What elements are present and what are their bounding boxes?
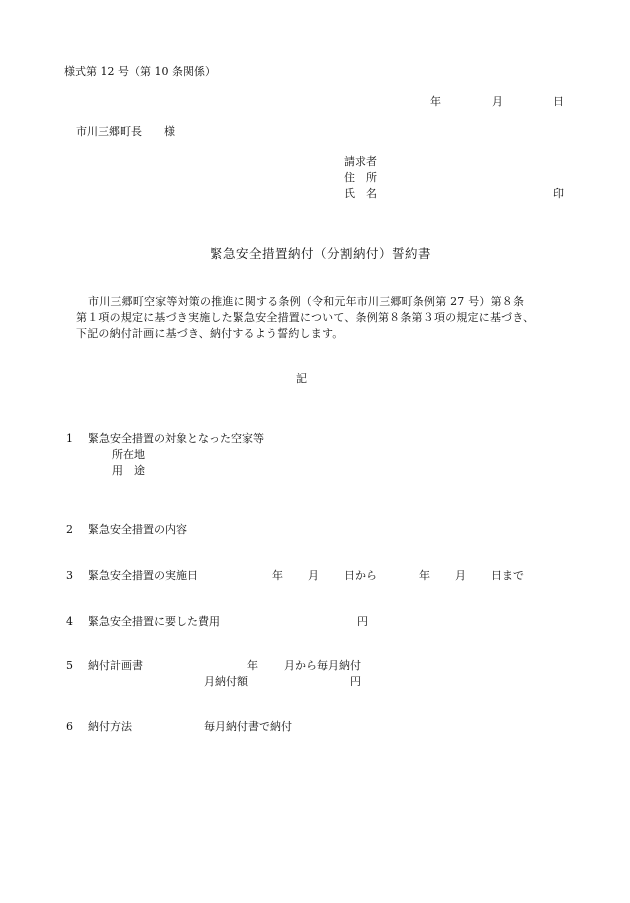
item-3-number: 3 (66, 569, 73, 582)
item-1-label: 緊急安全措置の対象となった空家等 (88, 432, 264, 445)
item-6-number: 6 (66, 720, 73, 733)
item-1-use-label: 用 途 (112, 464, 145, 477)
body-line-2: 第１項の規定に基づき実施した緊急安全措置について、条例第８条第３項の規定に基づき、 (76, 311, 535, 324)
item-3-until-label: 日まで (491, 569, 524, 582)
requester-address-label: 住 所 (344, 171, 377, 184)
item-5-amount-label: 月納付額 (204, 675, 248, 688)
requester-name-label: 氏 名 (344, 187, 377, 200)
item-5-number: 5 (66, 659, 73, 672)
item-6-label: 納付方法 (88, 720, 132, 733)
requester-label: 請求者 (344, 155, 377, 168)
date-year-label: 年 (430, 95, 441, 108)
item-1-number: 1 (66, 432, 73, 445)
item-2-label: 緊急安全措置の内容 (88, 523, 187, 536)
item-4-yen: 円 (357, 615, 368, 628)
item-4-number: 4 (66, 615, 73, 628)
item-5-yen: 円 (350, 675, 361, 688)
item-5-monthly-label: 月から毎月納付 (284, 659, 361, 672)
ki-heading: 記 (296, 372, 307, 385)
item-5-label: 納付計画書 (88, 659, 143, 672)
item-2-number: 2 (66, 523, 73, 536)
item-3-end-year: 年 (419, 569, 430, 582)
seal-mark: 印 (553, 187, 564, 200)
addressee: 市川三郷町長 様 (76, 125, 175, 138)
item-3-label: 緊急安全措置の実施日 (88, 569, 198, 582)
item-3-start-year: 年 (272, 569, 283, 582)
date-day-label: 日 (553, 95, 564, 108)
item-3-end-month: 月 (455, 569, 466, 582)
item-3-from-label: 日から (344, 569, 377, 582)
document-title: 緊急安全措置納付（分割納付）誓約書 (210, 246, 432, 261)
body-line-3: 下記の納付計画に基づき、納付するよう誓約します。 (76, 327, 344, 340)
date-month-label: 月 (492, 95, 503, 108)
item-4-label: 緊急安全措置に要した費用 (88, 615, 220, 628)
item-3-start-month: 月 (308, 569, 319, 582)
item-6-value: 毎月納付書で納付 (204, 720, 292, 733)
item-1-location-label: 所在地 (112, 448, 145, 461)
item-5-year: 年 (247, 659, 258, 672)
body-line-1: 市川三郷町空家等対策の推進に関する条例（令和元年市川三郷町条例第 27 号）第８条 (88, 295, 525, 308)
form-number-label: 様式第 12 号（第 10 条関係） (64, 65, 216, 78)
